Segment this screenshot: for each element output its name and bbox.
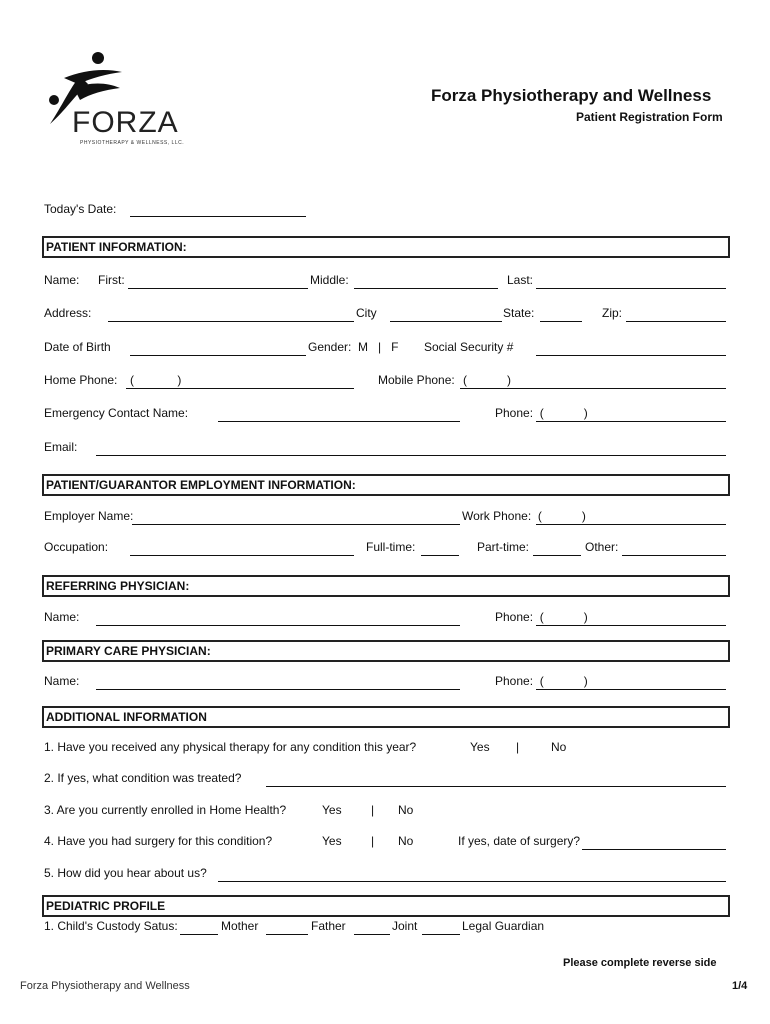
additional-heading: ADDITIONAL INFORMATION bbox=[42, 706, 730, 728]
form-subtitle: Patient Registration Form bbox=[576, 110, 723, 124]
footer-left: Forza Physiotherapy and Wellness bbox=[20, 980, 190, 992]
q5-text: 5. How did you hear about us? bbox=[44, 866, 207, 880]
fulltime-field[interactable] bbox=[421, 555, 459, 556]
surgery-date-field[interactable] bbox=[582, 849, 726, 850]
q5-field[interactable] bbox=[218, 881, 726, 882]
q3-yes[interactable]: Yes bbox=[322, 803, 342, 817]
home-phone-paren: ( ) bbox=[130, 373, 182, 387]
work-phone-label: Work Phone: ( ) bbox=[462, 509, 586, 523]
occupation-field[interactable] bbox=[130, 555, 354, 556]
ssn-field[interactable] bbox=[536, 355, 726, 356]
home-phone-label: Home Phone: bbox=[44, 373, 118, 387]
work-phone-field[interactable] bbox=[536, 524, 726, 525]
q2-field[interactable] bbox=[266, 786, 726, 787]
email-field[interactable] bbox=[96, 455, 726, 456]
state-label: State: bbox=[503, 306, 535, 320]
todays-date-label: Today's Date: bbox=[44, 202, 117, 216]
last-label: Last: bbox=[507, 273, 534, 287]
q3-separator: | bbox=[371, 803, 375, 817]
mobile-phone-paren: ( ) bbox=[463, 373, 511, 387]
city-field[interactable] bbox=[390, 321, 502, 322]
middle-name-field[interactable] bbox=[354, 288, 498, 289]
referring-phone-field[interactable] bbox=[536, 625, 726, 626]
logo-word: FORZA bbox=[72, 106, 179, 139]
q4-separator: | bbox=[371, 834, 375, 848]
q1-no[interactable]: No bbox=[551, 740, 567, 754]
home-phone-field[interactable] bbox=[126, 388, 354, 389]
zip-field[interactable] bbox=[626, 321, 726, 322]
emergency-phone-field[interactable] bbox=[536, 421, 726, 422]
referring-name-label: Name: bbox=[44, 610, 80, 624]
custody-label: 1. Child's Custody Satus: bbox=[44, 919, 178, 933]
mobile-phone-field[interactable] bbox=[460, 388, 726, 389]
referring-name-field[interactable] bbox=[96, 625, 460, 626]
employer-field[interactable] bbox=[132, 524, 460, 525]
emergency-name-field[interactable] bbox=[218, 421, 460, 422]
referring-phone-label: Phone: ( ) bbox=[495, 610, 588, 624]
gender-label: Gender: M | F bbox=[308, 340, 399, 354]
primary-heading: PRIMARY CARE PHYSICIAN: bbox=[42, 640, 730, 662]
address-field[interactable] bbox=[108, 321, 354, 322]
middle-label: Middle: bbox=[310, 273, 349, 287]
primary-phone-label: Phone: ( ) bbox=[495, 674, 588, 688]
ssn-label: Social Security # bbox=[424, 340, 514, 354]
other-field[interactable] bbox=[622, 555, 726, 556]
fulltime-label: Full-time: bbox=[366, 540, 416, 554]
email-label: Email: bbox=[44, 440, 78, 454]
zip-label: Zip: bbox=[602, 306, 623, 320]
q2-text: 2. If yes, what condition was treated? bbox=[44, 771, 242, 785]
form-title: Forza Physiotherapy and Wellness bbox=[431, 86, 712, 105]
logo-tagline: PHYSIOTHERAPY & WELLNESS, LLC. bbox=[80, 140, 185, 146]
q4-text: 4. Have you had surgery for this condition? bbox=[44, 834, 273, 848]
first-name-field[interactable] bbox=[128, 288, 308, 289]
parttime-label: Part-time: bbox=[477, 540, 530, 554]
referring-heading: REFERRING PHYSICIAN: bbox=[42, 575, 730, 597]
q3-text: 3. Are you currently enrolled in Home Health? bbox=[44, 803, 287, 817]
q4-yes[interactable]: Yes bbox=[322, 834, 342, 848]
joint-label: Joint bbox=[392, 919, 418, 933]
dob-label: Date of Birth bbox=[44, 340, 111, 354]
primary-phone-field[interactable] bbox=[536, 689, 726, 690]
last-name-field[interactable] bbox=[536, 288, 726, 289]
q1-text: 1. Have you received any physical therapy for any condition this year? bbox=[44, 740, 417, 754]
q1-yes[interactable]: Yes bbox=[470, 740, 490, 754]
father-label: Father bbox=[311, 919, 346, 933]
primary-name-field[interactable] bbox=[96, 689, 460, 690]
parttime-field[interactable] bbox=[533, 555, 581, 556]
name-label: Name: bbox=[44, 273, 80, 287]
patient-info-heading: PATIENT INFORMATION: bbox=[42, 236, 730, 258]
mother-field[interactable] bbox=[180, 934, 218, 935]
q4-date-label: If yes, date of surgery? bbox=[458, 834, 581, 848]
city-label: City bbox=[356, 306, 377, 320]
guardian-field[interactable] bbox=[422, 934, 460, 935]
mobile-phone-label: Mobile Phone: bbox=[378, 373, 455, 387]
joint-field[interactable] bbox=[354, 934, 390, 935]
page-number: 1/4 bbox=[732, 980, 748, 992]
emergency-phone-label: Phone: ( ) bbox=[495, 406, 588, 420]
state-field[interactable] bbox=[540, 321, 582, 322]
other-label: Other: bbox=[585, 540, 619, 554]
mother-label: Mother bbox=[221, 919, 259, 933]
pediatric-heading: PEDIATRIC PROFILE bbox=[42, 895, 730, 917]
employer-label: Employer Name: bbox=[44, 509, 134, 523]
forza-logo bbox=[44, 48, 184, 152]
first-label: First: bbox=[98, 273, 125, 287]
guardian-label: Legal Guardian bbox=[462, 919, 545, 933]
q1-separator: | bbox=[516, 740, 520, 754]
dob-field[interactable] bbox=[130, 355, 306, 356]
todays-date-field[interactable] bbox=[130, 216, 306, 217]
primary-name-label: Name: bbox=[44, 674, 80, 688]
emergency-label: Emergency Contact Name: bbox=[44, 406, 189, 420]
reverse-side-note: Please complete reverse side bbox=[563, 957, 717, 969]
father-field[interactable] bbox=[266, 934, 308, 935]
q3-no[interactable]: No bbox=[398, 803, 414, 817]
q4-no[interactable]: No bbox=[398, 834, 414, 848]
occupation-label: Occupation: bbox=[44, 540, 109, 554]
address-label: Address: bbox=[44, 306, 92, 320]
employment-heading: PATIENT/GUARANTOR EMPLOYMENT INFORMATION: bbox=[42, 474, 730, 496]
